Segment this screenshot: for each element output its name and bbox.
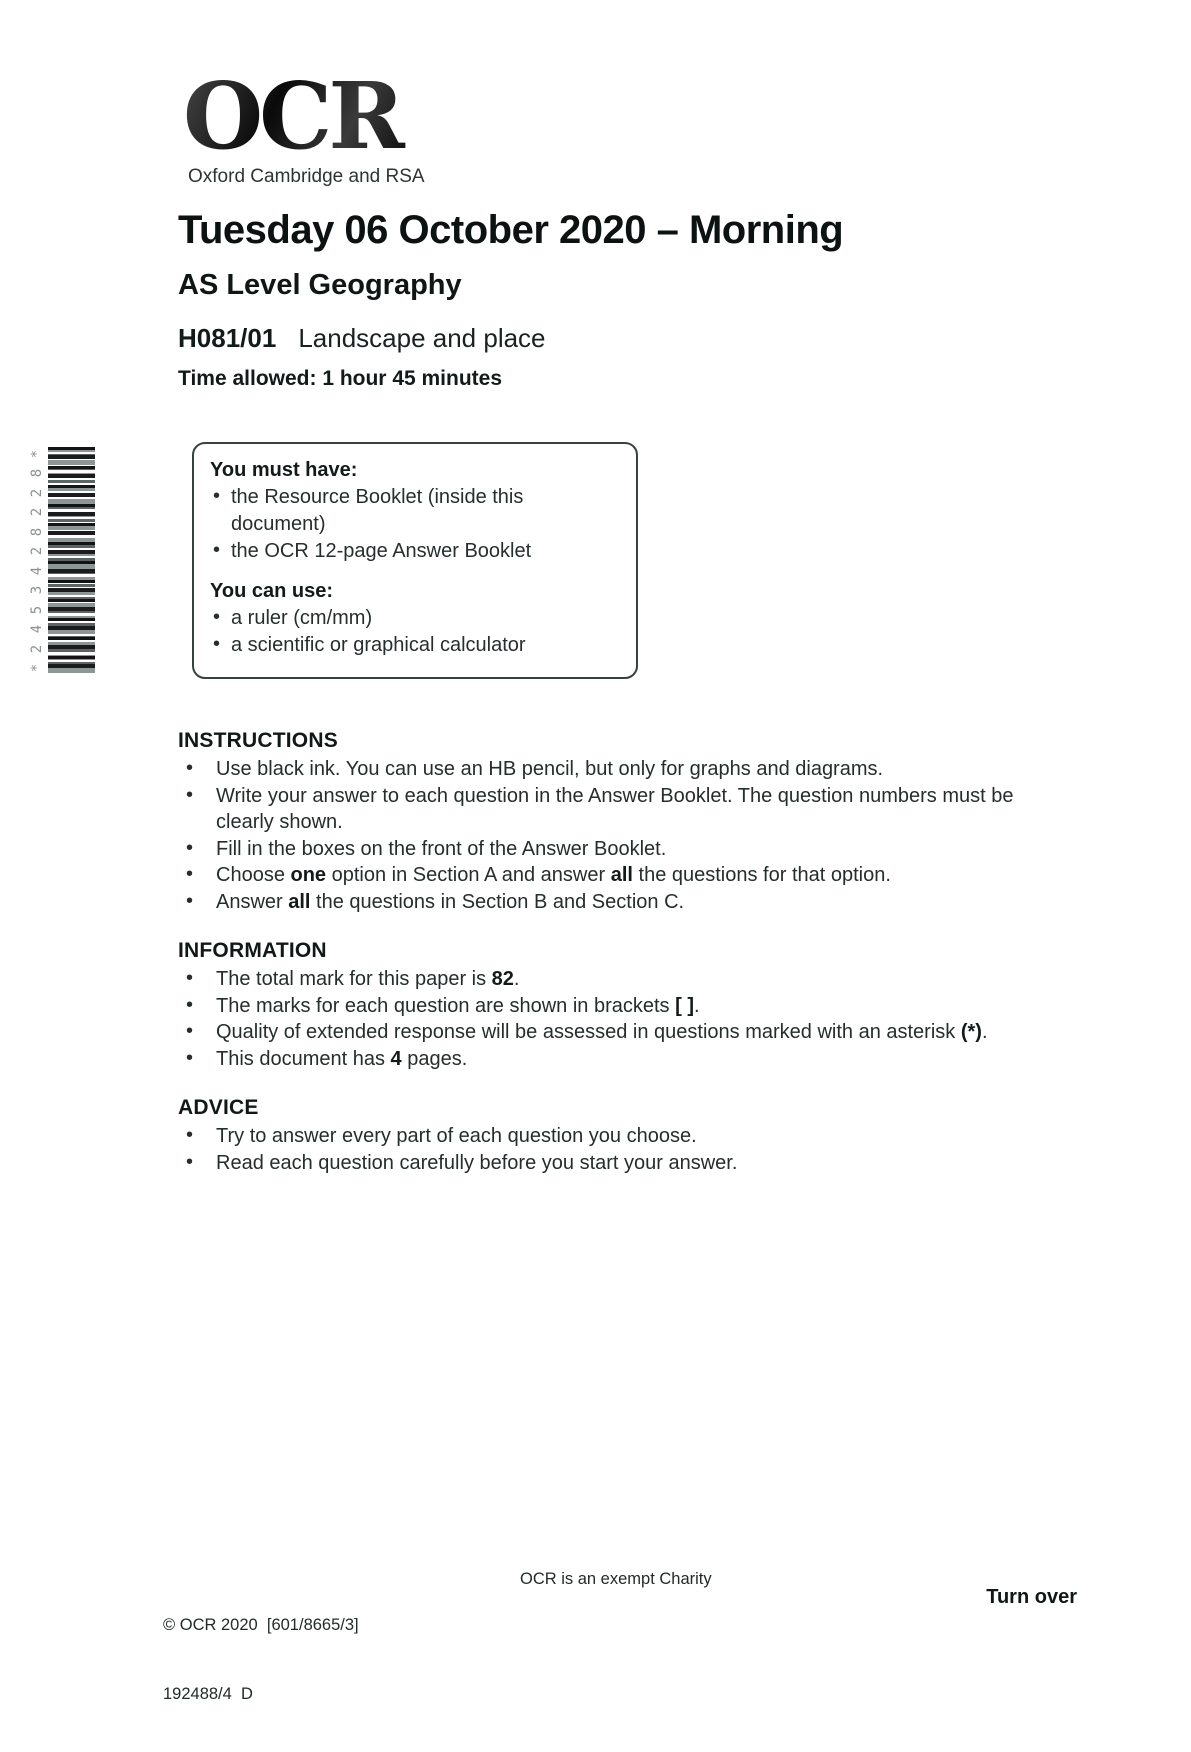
instructions-list: [178, 756, 1030, 915]
can-use-list: [210, 605, 620, 659]
advice-heading: ADVICE: [178, 1096, 259, 1119]
list-item: • the Resource Booklet (inside this document): [210, 484, 620, 538]
footer-charity-note: OCR is an exempt Charity: [520, 1570, 712, 1588]
barcode-text: [27, 447, 48, 675]
list-item: • Write your answer to each question in the Answer Booklet. The question numbers must be clearly shown.: [178, 783, 1030, 836]
barcode-char: 2: [29, 547, 46, 556]
barcode-char: 8: [29, 527, 46, 537]
paper-code: H081/01: [178, 323, 277, 353]
list-item: • Answer all the questions in Section B and Section C.: [178, 889, 1030, 916]
ocr-logo-text: OCR: [183, 68, 425, 164]
list-item: • Choose one option in Section A and answer all the questions for that option.: [178, 862, 1030, 889]
barcode-char: 2: [29, 508, 46, 517]
barcode-char: 5: [29, 605, 46, 614]
information-list: [178, 966, 1030, 1072]
barcode-char: *: [29, 449, 46, 459]
list-item: • The marks for each question are shown in brackets [ ].: [178, 993, 1030, 1020]
footer-copyright-block: [163, 1568, 359, 1752]
barcode-char: 8: [29, 469, 46, 478]
ocr-logo: [183, 62, 425, 188]
list-item: • a scientific or graphical calculator: [210, 632, 620, 659]
paper-code-line: [178, 322, 1078, 354]
list-item: • Try to answer every part of each question you choose.: [178, 1123, 1030, 1150]
instructions-heading: INSTRUCTIONS: [178, 729, 338, 752]
advice-list: [178, 1123, 1030, 1176]
list-item: • This document has 4 pages.: [178, 1046, 1030, 1073]
footer-copyright-line: © OCR 2020 [601/8665/3]: [163, 1616, 359, 1634]
list-item: • Fill in the boxes on the front of the Answer Booklet.: [178, 836, 1030, 863]
list-item: • the OCR 12-page Answer Booklet: [210, 538, 620, 565]
ocr-logo-subtitle: Oxford Cambridge and RSA: [188, 166, 425, 187]
time-allowed: Time allowed: 1 hour 45 minutes: [178, 367, 503, 390]
footer-print-code: 192488/4 D: [163, 1685, 253, 1703]
list-item: • Quality of extended response will be assessed in questions marked with an asterisk (*).: [178, 1019, 1030, 1046]
must-have-label: You must have:: [210, 459, 358, 481]
paper-date-title: Tuesday 06 October 2020 – Morning: [178, 208, 844, 252]
paper-subject: AS Level Geography: [178, 269, 462, 301]
barcode-bars: [48, 447, 95, 675]
box-spacer: [210, 565, 620, 578]
barcode-char: 3: [29, 585, 46, 595]
list-item: • a ruler (cm/mm): [210, 605, 620, 632]
must-have-list: [210, 484, 620, 565]
body-sections: [178, 727, 1030, 1176]
list-item: • Read each question carefully before you start your answer.: [178, 1150, 1030, 1177]
barcode-char: 4: [29, 624, 46, 634]
requirements-box: [192, 442, 638, 679]
list-item: • Use black ink. You can use an HB pencil, but only for graphs and diagrams.: [178, 756, 1030, 783]
list-item: • The total mark for this paper is 82.: [178, 966, 1030, 993]
barcode-char: 2: [29, 644, 46, 653]
can-use-label: You can use:: [210, 580, 333, 602]
barcode-char: *: [29, 663, 46, 673]
barcode-char: 4: [29, 566, 46, 575]
paper-title: Landscape and place: [298, 323, 546, 353]
paper-header: [178, 206, 1078, 392]
barcode: [27, 447, 95, 675]
turn-over-label: Turn over: [986, 1586, 1077, 1608]
information-heading: INFORMATION: [178, 939, 327, 962]
barcode-char: 2: [29, 488, 46, 498]
